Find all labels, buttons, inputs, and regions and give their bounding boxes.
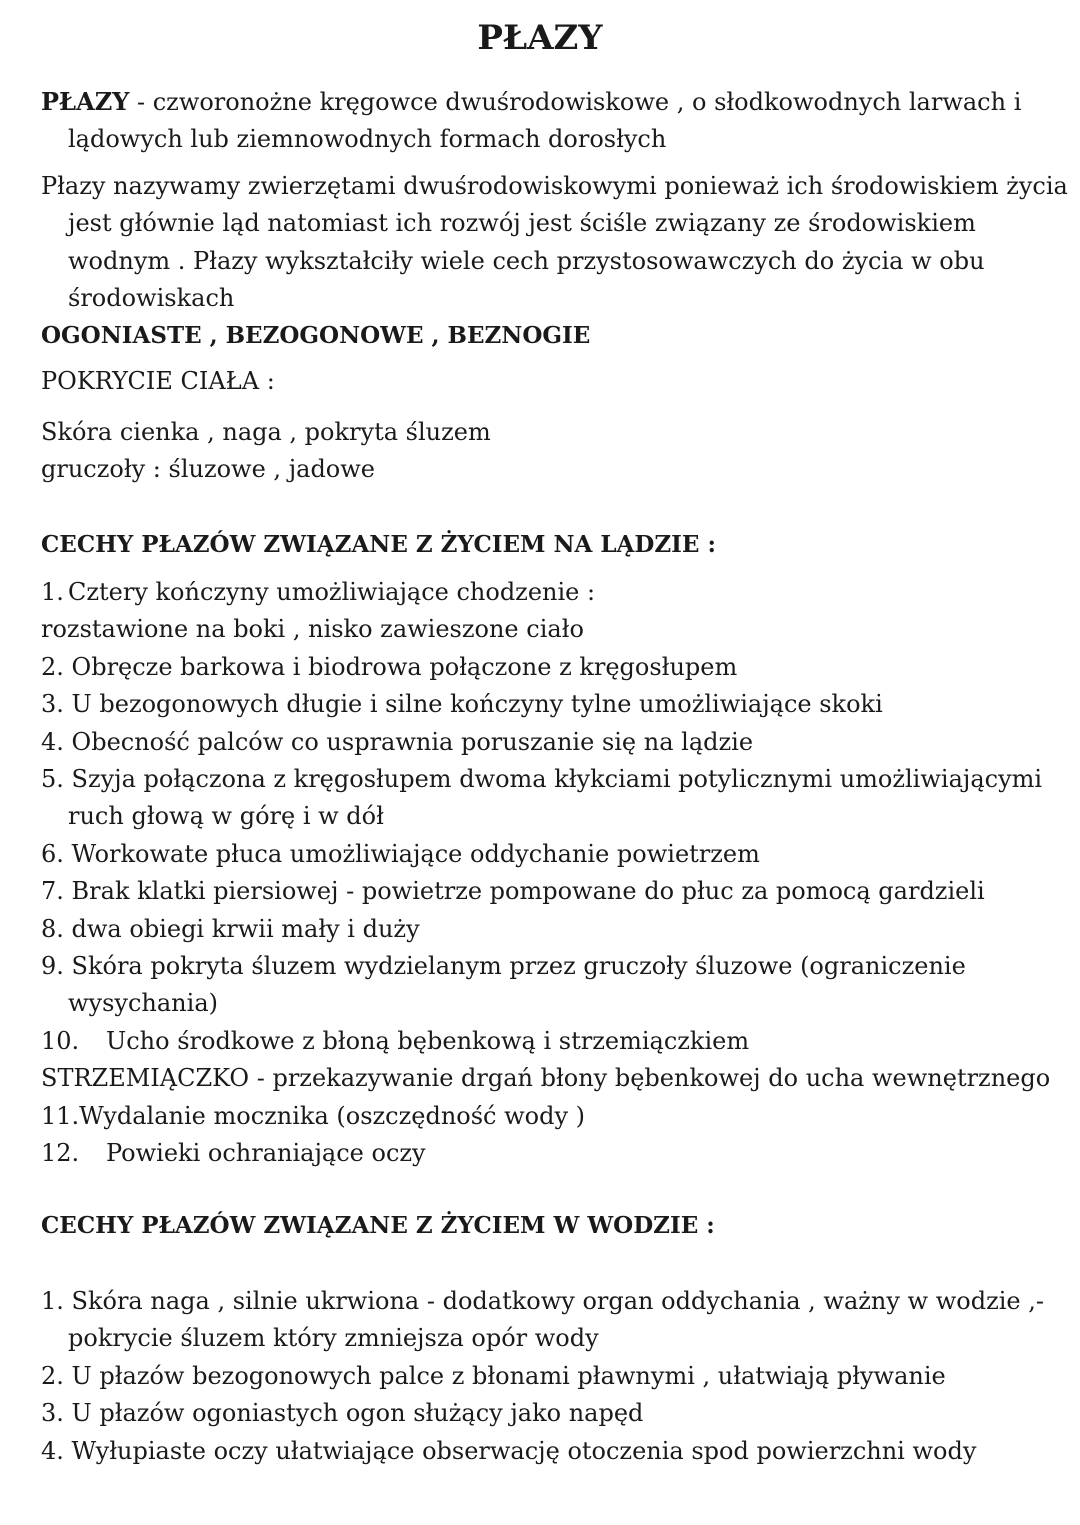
water-adaptations-list [41,1283,1044,1470]
list-item: 8. dwa obiegi krwii mały i duży [41,914,420,943]
definition-line-2: lądowych lub ziemnowodnych formach dorosłych [68,125,667,154]
list-item: 1. Cztery kończyny umożliwiające chodzenie : [41,574,1041,611]
list-number: 1. [41,578,64,606]
list-item: 2. Obręcze barkowa i biodrowa połączone z kręgosłupem [41,652,738,681]
skin-description: Skóra cienka , naga , pokryta śluzem [41,418,491,446]
intro-paragraph [41,168,1068,318]
land-adaptations-list [41,574,1051,1173]
orders-heading: OGONIASTE , BEZOGONOWE , BEZNOGIE [41,322,591,349]
intro-line-2: jest głównie ląd natomiast ich rozwój jest ściśle związany ze środowiskiem [68,209,976,238]
list-item-continuation: wysychania) [68,989,218,1018]
list-item: 4. Wyłupiaste oczy ułatwiające obserwację otoczenia spod powierzchni wody [41,1436,977,1465]
glands-description: gruczoły : śluzowe , jadowe [41,455,375,484]
list-item: 4. Obecność palców co usprawnia poruszanie się na lądzie [41,727,754,756]
list-item-continuation: ruch głową w górę i w dół [68,802,384,831]
list-item: 9. Skóra pokryta śluzem wydzielanym przez gruczoły śluzowe (ograniczenie [41,952,966,981]
list-item: 6. Workowate płuca umożliwiające oddychanie powietrzem [41,839,760,868]
definition-term: PŁAZY [41,87,130,116]
stapes-note: STRZEMIĄCZKO - przekazywanie drgań błony bębenkowej do ucha wewnętrznego [41,1064,1051,1093]
list-item-continuation: rozstawione na boki , nisko zawieszone ciało [41,615,584,644]
list-item: 10. Ucho środkowe z błoną bębenkową i strzemiączkiem [41,1023,1041,1060]
list-item-continuation: pokrycie śluzem który zmniejsza opór wody [68,1324,599,1353]
body-cover-details [41,414,1041,489]
list-number: 10. [41,1026,80,1055]
list-item: 3. U bezogonowych długie i silne kończyny tylne umożliwiające skoki [41,690,883,719]
land-section-heading: CECHY PŁAZÓW ZWIĄZANE Z ŻYCIEM NA LĄDZIE : [41,531,716,558]
list-item: 7. Brak klatki piersiowej - powietrze pompowane do płuc za pomocą gardzieli [41,877,985,906]
page-title: PŁAZY [477,18,603,58]
intro-line-4: środowiskach [68,284,235,313]
list-item: 5. Szyja połączona z kręgosłupem dwoma kłykciami potylicznymi umożliwiającymi [41,765,1043,794]
list-item: 3. U płazów ogoniastych ogon służący jako napęd [41,1399,644,1428]
body-cover-label: POKRYCIE CIAŁA : [41,367,275,395]
list-item: 2. U płazów bezogonowych palce z błonami pławnymi , ułatwiają pływanie [41,1361,946,1390]
definition-text: - czworonożne kręgowce dwuśrodowiskowe , o słodkowodnych larwach i [129,88,1022,116]
list-number: 12. [41,1139,80,1168]
list-item: 1. Skóra naga , silnie ukrwiona - dodatkowy organ oddychania , ważny w wodzie ,- [41,1287,1044,1315]
list-item: 12. Powieki ochraniające oczy [41,1135,1041,1172]
list-item: 11.Wydalanie mocznika (oszczędność wody ) [41,1101,586,1130]
water-section-heading: CECHY PŁAZÓW ZWIĄZANE Z ŻYCIEM W WODZIE : [41,1212,715,1239]
intro-line-1: Płazy nazywamy zwierzętami dwuśrodowiskowymi ponieważ ich środowiskiem życia [41,172,1068,200]
intro-line-3: wodnym . Płazy wykształciły wiele cech przystosowawczych do życia w obu [68,246,985,275]
definition-paragraph [41,83,1041,159]
